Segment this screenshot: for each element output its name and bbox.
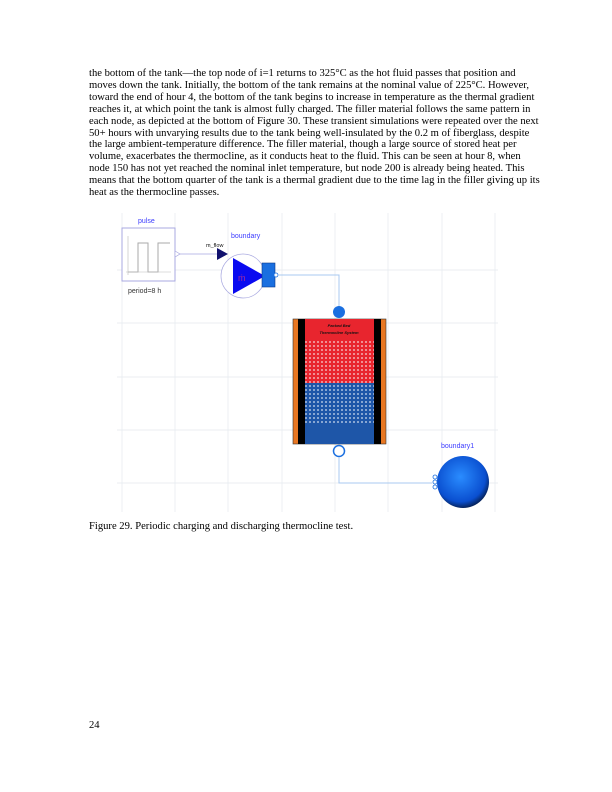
figure-caption: Figure 29. Periodic charging and discharging thermocline test. bbox=[89, 521, 354, 532]
boundary-mass-flow-source[interactable] bbox=[221, 233, 278, 298]
pulse-period-label: period=8 h bbox=[128, 288, 162, 295]
packed-bed-tank[interactable] bbox=[293, 306, 386, 457]
text-line: reaches it, at which point the tank is almost fully charged. The filler material follows the same pattern in bbox=[89, 103, 531, 115]
text-line: each node, as depicted at the bottom of Figure 30. These transient simulations were repeated over the next bbox=[89, 115, 539, 127]
text-line: means that the bottom quarter of the tank is a thermal gradient due to the time lag in the filler giving up its bbox=[89, 175, 540, 187]
text-line: toward the end of hour 4, the bottom of the tank begins to increase in temperature as the thermal gradient bbox=[89, 91, 535, 103]
text-line: heat as the thermocline passes. bbox=[89, 187, 220, 199]
tank-title-line1: Packed Bed bbox=[327, 323, 351, 328]
tank-outlet-port[interactable] bbox=[334, 446, 345, 457]
pulse-label: pulse bbox=[138, 218, 155, 225]
text-line: volume, exacerbates the thermocline, as it conducts heat to the fluid. This can be seen at hour 8, when bbox=[89, 151, 521, 163]
fluid-connection-bottom bbox=[339, 457, 432, 483]
signal-input-arrow-icon bbox=[217, 248, 228, 260]
tank-title-line2: Thermocline System bbox=[319, 330, 359, 335]
boundary1-label: boundary1 bbox=[441, 443, 475, 450]
text-line: node 150 has not yet reached the nominal inlet temperature, but node 200 is already being heated. This bbox=[89, 163, 525, 175]
text-line: moves down the tank. Initially, the bottom of the tank remains at the nominal value of 225°C. However, bbox=[89, 79, 530, 91]
text-line: 50+ hours with unvarying results due to the tank being well-insulated by the 0.2 m of fiberglass, despite bbox=[89, 127, 530, 139]
tank-inlet-port[interactable] bbox=[333, 306, 345, 318]
m-flow-label: m_flow bbox=[206, 243, 224, 249]
fluid-connection-top bbox=[278, 275, 339, 308]
boundary1-reservoir[interactable] bbox=[433, 443, 489, 508]
page-number: 24 bbox=[89, 720, 100, 731]
text-line: the large ambient-temperature difference. The filler material, though a large source of stored heat per bbox=[89, 139, 517, 151]
mass-flow-symbol: ṁ bbox=[238, 273, 246, 283]
boundary-label: boundary bbox=[231, 233, 261, 240]
text-line: the bottom of the tank—the top node of i=1 returns to 325°C as the hot fluid passes that position and bbox=[89, 68, 516, 79]
pulse-block[interactable] bbox=[122, 218, 180, 295]
